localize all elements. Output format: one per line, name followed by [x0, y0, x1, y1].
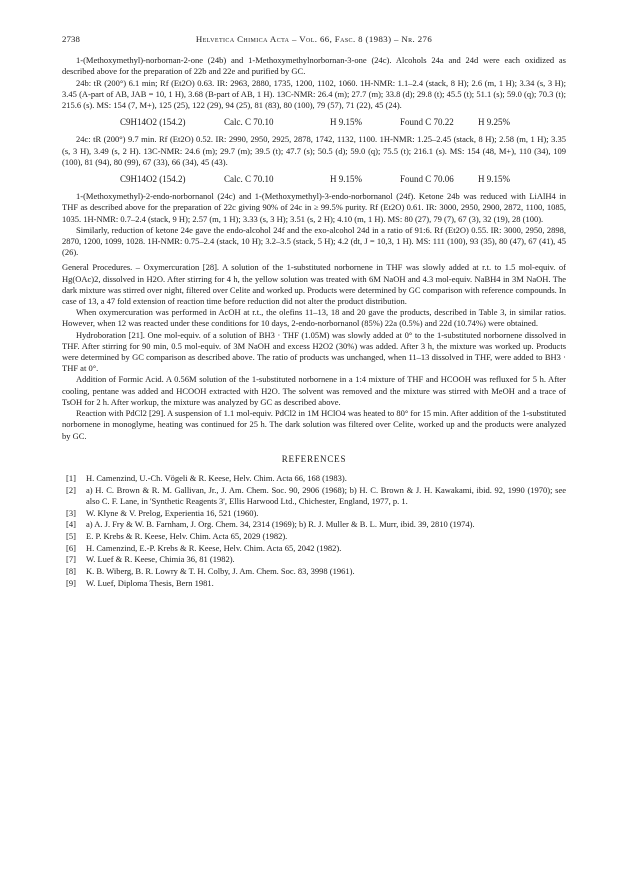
- reference-number: [1]: [66, 472, 76, 483]
- reference-item: [62, 554, 566, 565]
- calc-c: Calc. C 70.10: [224, 117, 274, 128]
- reference-item: [62, 543, 566, 554]
- paragraph-oxymercuration-acoh: When oxymercuration was performed in AcOH at r.t., the olefins 11–13, 18 and 20 gave the products, described in Table 3, in similar ratios. However, when 12 was reacted under these conditions for 10 days, 2-endo-norbornanol (85%) 22a (0.5%) and 22d (10.74%) were obtained.: [62, 307, 566, 329]
- reference-number: [8]: [66, 566, 76, 577]
- reference-item: [62, 566, 566, 577]
- found-c: Found C 70.06: [400, 174, 454, 185]
- reference-number: [5]: [66, 530, 76, 541]
- paragraph-pdcl2: Reaction with PdCl2 [29]. A suspension of 1.1 mol-equiv. PdCl2 in 1M HClO4 was heated to 80° for 15 min. After addition of the 1-substituted norbornene in monoglyme, heating was continued for 25 h. The dark solution was filtered over Celite, worked up and the products were analyzed by GC.: [62, 408, 566, 441]
- reference-text: a) A. J. Fry & W. B. Farnham, J. Org. Chem. 34, 2314 (1969); b) R. J. Muller & B. L. Murr, ibid. 39, 2810 (1974).: [86, 519, 475, 530]
- reference-text: E. P. Krebs & R. Keese, Helv. Chim. Acta 65, 2029 (1982).: [86, 530, 288, 541]
- formula: C9H14O2 (154.2): [120, 174, 186, 185]
- reference-item: [62, 508, 566, 519]
- paragraph-24c-data: 24c: tR (200°) 9.7 min. Rf (Et2O) 0.52. IR: 2990, 2950, 2925, 2878, 1742, 1132, 1100. 1H-NMR: 1.25–2.45 (stack, 8 H); 2.58 (m, 1 H); 3.35 (s, 3 H), 3.49 (s, 2 H). 13C-NMR: 24.6 (m); 29.7 (m); 39.5 (t); 47.7 (s); 50.5 (d); 59.0 (q); 75.5 (t); 216.1 (s). MS: 154 (48, M+), 110 (34), 109 (100), 81 (94), 80 (99), 67 (33), 66 (34), 45 (43).: [62, 134, 566, 167]
- reference-number: [7]: [66, 554, 76, 565]
- references-title: REFERENCES: [281, 453, 347, 464]
- calc-h: H 9.15%: [330, 174, 362, 185]
- paragraph-general-procedures: General Procedures. – Oxymercuration [28]. A solution of the 1-substituted norbornene in THF was slowly added at r.t. to 1.5 mol-equiv. of Hg(OAc)2, dissolved in H2O. After stirring for 4 h, the yellow solution was treated with 6M NaOH and 4.3 mol-equiv. NaBH4 in 3M NaOH. The dark mixture was stirred over night, filtered over Celite and worked up. Products were determined by GC comparison with reference compounds. In case of 13, a 47 fold extension of reaction time before reduction did not alter the product distribution.: [62, 262, 566, 307]
- reference-number: [6]: [66, 542, 76, 553]
- reference-item: [62, 531, 566, 542]
- page-number: 2738: [62, 34, 80, 44]
- found-c: Found C 70.22: [400, 117, 454, 128]
- found-h: H 9.15%: [478, 174, 510, 185]
- formula: C9H14O2 (154.2): [120, 117, 186, 128]
- journal-title: Helvetica Chimica Acta – Vol. 66, Fasc. 8 (1983) – Nr. 276: [195, 34, 433, 44]
- reference-number: [9]: [66, 577, 76, 588]
- calc-c: Calc. C 70.10: [224, 174, 274, 185]
- paragraph-24b-24c-title: 1-(Methoxymethyl)-norbornan-2-one (24b) and 1-Methoxymethylnorbornan-3-one (24c). Alcohols 24a and 24d were each oxidized as described above for the preparation of 22b and 22e and purified by GC.: [62, 55, 566, 77]
- paragraph-norbornanol: 1-(Methoxymethyl)-2-endo-norbornanol (24c) and 1-(Methoxymethyl)-3-endo-norbornanol (24f). Ketone 24b was reduced with LiAlH4 in THF as described above for the preparation of 22c giving 90% of 24c in ≥ 99.5% purity. Rf (Et2O) 0.61. IR: 3000, 2950, 2900, 2872, 1100, 1085, 1035. 1H-NMR: 0.7–2.4 (stack, 9 H); 2.57 (m, 1 H); 3.33 (s, 3 H); 3.51 (s, 2 H); 4.10 (m, 1 H). MS: 80 (27), 79 (7), 67 (3), 32 (19), 28 (100).: [62, 191, 566, 224]
- reference-text: W. Luef, Diploma Thesis, Bern 1981.: [86, 577, 214, 588]
- found-h: H 9.25%: [478, 117, 510, 128]
- reference-item: [62, 519, 566, 530]
- reference-text: W. Klyne & V. Prelog, Experientia 16, 521 (1960).: [86, 507, 259, 518]
- reference-text: H. Camenzind, E.-P. Krebs & R. Keese, Helv. Chim. Acta 65, 2042 (1982).: [86, 542, 342, 553]
- reference-item: [62, 578, 566, 589]
- reference-text: H. Camenzind, U.-Ch. Vögeli & R. Keese, Helv. Chim. Acta 66, 168 (1983).: [86, 472, 347, 483]
- reference-number: [4]: [66, 519, 76, 530]
- reference-item: [62, 473, 566, 484]
- elemental-analysis-24c: [62, 174, 566, 185]
- reference-text: K. B. Wiberg, B. R. Lowry & T. H. Colby, J. Am. Chem. Soc. 83, 3998 (1961).: [86, 566, 355, 577]
- reference-item: [62, 485, 566, 507]
- reference-number: [3]: [66, 507, 76, 518]
- paragraph-24b-data: 24b: tR (200°) 6.1 min; Rf (Et2O) 0.63. IR: 2963, 2880, 1735, 1200, 1102, 1060. 1H-NMR: 1.1–2.4 (stack, 8 H); 2.6 (m, 1 H); 3.34 (s, 3 H); 3.45 (A-part of AB, JAB = 10, 1 H), 3.68 (B-part of AB, 1 H). 13C-NMR: 26.4 (m); 27.7 (m); 33.8 (d); 29.8 (t); 45.5 (t); 51.1 (s); 59.0 (q); 70.3 (t); 215.6 (s). MS: 154 (7, M+), 125 (25), 122 (29), 94 (25), 81 (83), 80 (100), 79 (57), 71 (22), 45 (24).: [62, 77, 566, 111]
- reference-text: W. Luef & R. Keese, Chimia 36, 81 (1982).: [86, 554, 235, 565]
- calc-h: H 9.15%: [330, 117, 362, 128]
- reference-number: [2]: [66, 484, 76, 495]
- paragraph-formic-acid: Addition of Formic Acid. A 0.56M solution of the 1-substituted norbornene in a 1:4 mixture of THF and HCOOH was refluxed for 5 h. After cooling, pentane was added and HCOOH extracted with H2O. The solvent was removed and the mixture was stirred with MeOH and a trace of TsOH for 2 h. After workup, the mixture was analyzed by GC as described above.: [62, 374, 566, 407]
- references-list: [62, 473, 566, 589]
- reference-text: a) H. C. Brown & R. M. Gallivan, Jr., J. Am. Chem. Soc. 90, 2906 (1968); b) H. C. Brown & J. H. Kawakami, ibid. 92, 1990 (1970); see also C. F. Lane, in 'Synthetic Reagents 3', Ellis Harwood Ltd., Chichester, England, 1977, p. 1.: [86, 484, 566, 506]
- paragraph-reduction-24e: Similarly, reduction of ketone 24e gave the endo-alcohol 24f and the exo-alcohol 24d in a ratio of 91:6. Rf (Et2O) 0.55. IR: 3000, 2950, 2898, 2870, 1200, 1099, 1028. 1H-NMR: 0.75–2.4 (stack, 10 H); 3.2–3.5 (stack, 5 H); 4.2 (dt, J = 10,3, 1 H). MS: 111 (100), 93 (35), 80 (47), 67 (41), 45 (26).: [62, 224, 566, 258]
- paragraph-hydroboration: Hydroboration [21]. One mol-equiv. of a solution of BH3 · THF (1.05M) was slowly added at 0° to the 1-substituted norbornene dissolved in THF. After stirring for 90 min, 0.5 mol-equiv. of 3M NaOH and excess H2O2 (30%) was added. After 3 h, the mixture was worked up. Products were determined by GC comparison as described above. The ratio of products was unchanged, when 11–13 dissolved in THF, were added to BH3 · THF at 0°.: [62, 329, 566, 374]
- elemental-analysis-24b: [62, 117, 566, 128]
- running-header: [62, 34, 566, 45]
